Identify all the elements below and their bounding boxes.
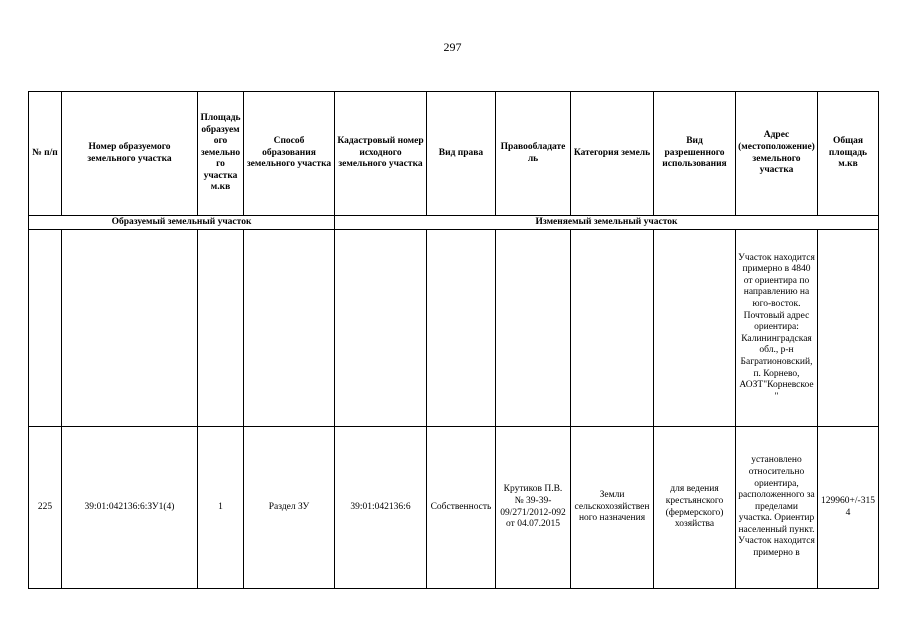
header-total-area: Общая площадь м.кв <box>818 92 879 216</box>
cell-category: Земли сельскохозяйственного назначения <box>571 427 654 589</box>
cell-right-type: Собственность <box>427 427 496 589</box>
header-cadastral: Кадастровый номер исходного земельного участка <box>335 92 427 216</box>
cell-right-type <box>427 230 496 427</box>
header-right-type: Вид права <box>427 92 496 216</box>
cell-num <box>29 230 62 427</box>
header-category: Категория земель <box>571 92 654 216</box>
cell-method: Раздел ЗУ <box>244 427 335 589</box>
cell-method <box>244 230 335 427</box>
section-formed: Образуемый земельный участок <box>29 216 335 230</box>
cell-area-formed: 1 <box>198 427 244 589</box>
cell-holder <box>496 230 571 427</box>
cell-plot-number: 39:01:042136:6:ЗУ1(4) <box>62 427 198 589</box>
land-plot-table <box>28 91 879 589</box>
page-number: 297 <box>443 40 462 54</box>
header-plot-number: Номер образуемого земельного участка <box>62 92 198 216</box>
cell-plot-number <box>62 230 198 427</box>
cell-cadastral <box>335 230 427 427</box>
cell-address: установлено относительно ориентира, расположенного за пределами участка. Ориентир населенный пункт. Участок находится примерно в <box>736 427 818 589</box>
table-row <box>29 427 879 589</box>
cell-category <box>571 230 654 427</box>
table-row <box>29 230 879 427</box>
cell-cadastral: 39:01:042136:6 <box>335 427 427 589</box>
cell-address: Участок находится примерно в 4840 от ориентира по направлению на юго-восток. Почтовый адрес ориентира: Калининградская обл., р-н Багратионовский, п. Корнево, АОЗТ"Корневское" <box>736 230 818 427</box>
cell-permitted-use <box>654 230 736 427</box>
cell-total-area: 129960+/-3154 <box>818 427 879 589</box>
cell-total-area <box>818 230 879 427</box>
cell-num: 225 <box>29 427 62 589</box>
header-address: Адрес (местоположение) земельного участка <box>736 92 818 216</box>
header-area-formed: Площадь образуемого земельного участка м.кв <box>198 92 244 216</box>
cell-permitted-use: для ведения крестьянского (фермерского) хозяйства <box>654 427 736 589</box>
table-header-row <box>29 92 879 216</box>
header-num: № п/п <box>29 92 62 216</box>
header-holder: Правообладатель <box>496 92 571 216</box>
header-method: Способ образования земельного участка <box>244 92 335 216</box>
section-row <box>29 216 879 230</box>
cell-holder: Крутиков П.В. № 39-39-09/271/2012-092 от 04.07.2015 <box>496 427 571 589</box>
section-changed: Изменяемый земельный участок <box>335 216 879 230</box>
cell-area-formed <box>198 230 244 427</box>
header-permitted-use: Вид разрешенного использования <box>654 92 736 216</box>
